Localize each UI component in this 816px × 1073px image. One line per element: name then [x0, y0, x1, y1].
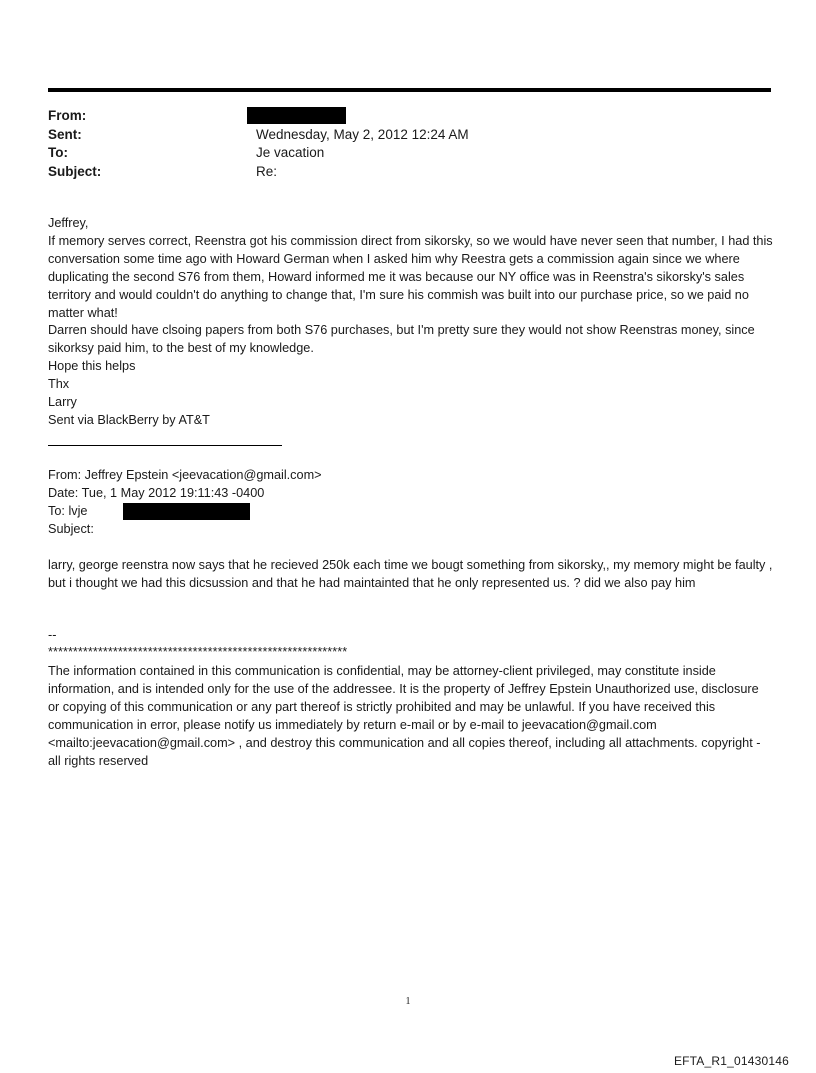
signature-stars: ************************************************************	[48, 645, 348, 659]
reply-line: Hope this helps	[48, 359, 136, 374]
subject-row	[48, 163, 768, 182]
quoted-header	[48, 466, 768, 538]
document-id: EFTA_R1_01430146	[673, 1054, 789, 1068]
from-row	[48, 107, 768, 126]
reply-line: If memory serves correct, Reenstra got his commission direct from sikorsky, so we would have never seen that number, I had this conversation some time ago with Howard German when I asked him why Reestra gets a commission again since we where duplicating the second S76 from them, Howard informed me it was because our NY office was in Reenstra's sikorsky's sales territory and would couldn't do anything to change that, I'm sure his commish was built into our purchase price, so we paid no matter what!	[48, 233, 773, 320]
to-label: To:	[48, 145, 68, 160]
sent-label: Sent:	[48, 126, 82, 142]
reply-line: Jeffrey,	[48, 216, 89, 230]
quoted-body	[48, 556, 773, 592]
redacted-sender	[247, 107, 346, 124]
subject-label: Subject:	[48, 163, 102, 179]
reply-line: Larry	[48, 395, 77, 410]
quoted-to-prefix: To: lvje	[48, 504, 88, 518]
confidentiality-disclaimer	[48, 663, 770, 770]
reply-line: Thx	[48, 377, 70, 392]
reply-line: Sent via BlackBerry by AT&T	[48, 412, 210, 427]
quote-divider	[48, 445, 282, 446]
from-label: From:	[48, 108, 87, 123]
signature-dash: --	[48, 628, 57, 642]
sent-value: Wednesday, May 2, 2012 12:24 AM	[256, 126, 469, 142]
sent-row	[48, 126, 768, 145]
header-divider	[48, 88, 771, 92]
page-number: 1	[405, 996, 411, 1007]
reply-body	[48, 215, 773, 430]
email-header	[48, 107, 768, 181]
subject-value: Re:	[256, 163, 278, 179]
redacted-recipient	[123, 503, 250, 520]
quoted-subject: Subject:	[48, 522, 94, 536]
to-value: Je vacation	[256, 145, 325, 160]
reply-line: Darren should have clsoing papers from both S76 purchases, but I'm pretty sure they would not show Reenstras money, since sikorksy paid him, to the best of my knowledge.	[48, 323, 755, 356]
to-row	[48, 144, 768, 163]
disclaimer-text: The information contained in this communication is confidential, may be attorney-client privileged, may constitute inside information, and is intended only for the use of the addressee. It is the property of Jeffrey Epstein Unauthorized use, disclosure or copying of this communication or any part thereof is strictly prohibited and may be unlawful. If you have received this communication in error, please notify us immediately by return e-mail or by e-mail to jeevacation@gmail.com <mailto:jeevacation@gmail.com> , and destroy this communication and all copies thereof, including all attachments. copyright -all rights reserved	[48, 664, 761, 768]
quoted-date: Date: Tue, 1 May 2012 19:11:43 -0400	[48, 486, 265, 500]
quoted-message: larry, george reenstra now says that he recieved 250k each time we bougt something from sikorsky,, my memory might be faulty , but i thought we had this dicsussion and that he had maintainted that he only represented us. ? did we also pay him	[48, 558, 773, 590]
quoted-from: From: Jeffrey Epstein <jeevacation@gmail.com>	[48, 468, 322, 482]
